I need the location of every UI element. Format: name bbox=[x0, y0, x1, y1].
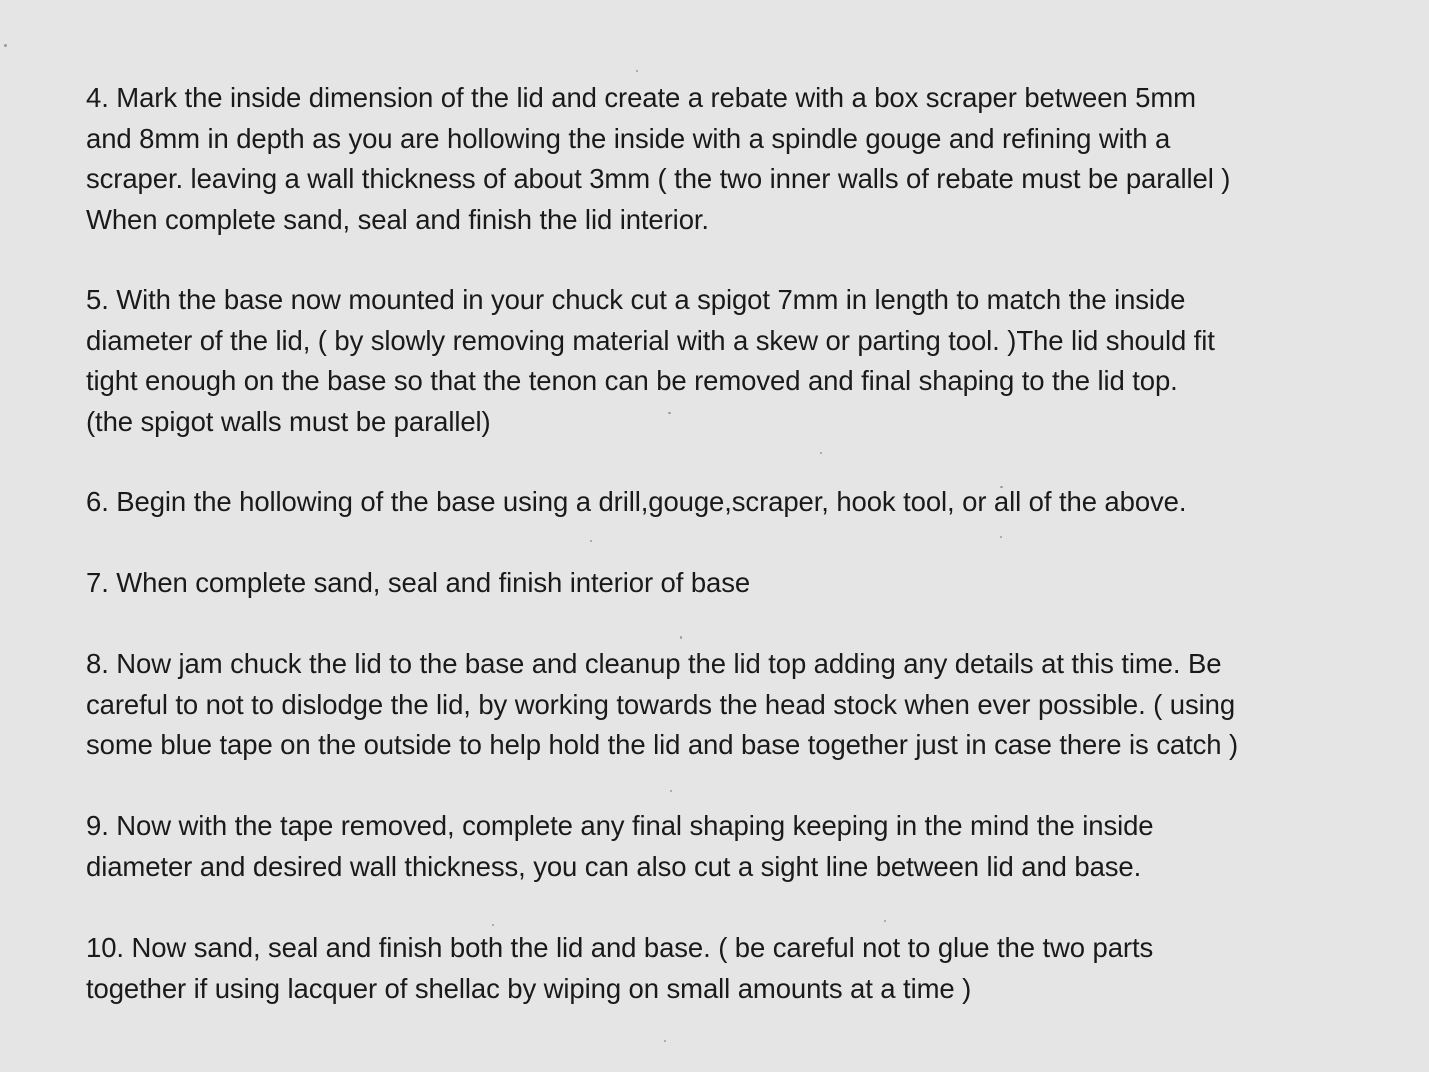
step-text-line: and 8mm in depth as you are hollowing the inside with a spindle gouge and refining with a bbox=[86, 122, 1171, 154]
step-text-line: 10. Now sand, seal and finish both the lid and base. ( be careful not to glue the two parts bbox=[86, 932, 1154, 963]
step-text-line: 6. Begin the hollowing of the base using a drill,gouge,scraper, hook tool, or all of the above. bbox=[86, 486, 1187, 517]
step-text-line: diameter of the lid, ( by slowly removing material with a skew or parting tool. )The lid should fit bbox=[86, 324, 1215, 356]
scan-speck bbox=[636, 70, 638, 72]
step-text-line: some blue tape on the outside to help hold the lid and base together just in case there is catch ) bbox=[86, 729, 1239, 760]
scan-speck bbox=[884, 920, 886, 922]
step-text-line: 8. Now jam chuck the lid to the base and cleanup the lid top adding any details at this time. Be bbox=[86, 648, 1222, 679]
step-7 bbox=[86, 563, 1406, 604]
scan-speck bbox=[680, 636, 682, 639]
scan-speck bbox=[590, 540, 592, 542]
scan-speck bbox=[664, 1040, 666, 1042]
scan-speck bbox=[670, 790, 672, 792]
step-text-line: (the spigot walls must be parallel) bbox=[86, 405, 491, 437]
scan-speck bbox=[492, 924, 494, 926]
step-text-line: scraper. leaving a wall thickness of about 3mm ( the two inner walls of rebate must be parallel ) bbox=[86, 163, 1231, 194]
scan-speck bbox=[1000, 536, 1002, 538]
step-text-line: When complete sand, seal and finish the lid interior. bbox=[86, 203, 709, 235]
scan-speck bbox=[820, 452, 822, 454]
step-text-line: tight enough on the base so that the tenon can be removed and final shaping to the lid top. bbox=[86, 365, 1178, 396]
step-text-line: 7. When complete sand, seal and finish interior of base bbox=[86, 567, 751, 598]
step-text-line: diameter and desired wall thickness, you can also cut a sight line between lid and base. bbox=[86, 850, 1142, 882]
step-8 bbox=[86, 644, 1406, 766]
step-6 bbox=[86, 482, 1406, 523]
step-text-line: 5. With the base now mounted in your chuck cut a spigot 7mm in length to match the inside bbox=[86, 284, 1186, 315]
step-10 bbox=[86, 928, 1406, 1009]
step-text-line: together if using lacquer of shellac by wiping on small amounts at a time ) bbox=[86, 972, 972, 1004]
step-text-line: 9. Now with the tape removed, complete any final shaping keeping in the mind the inside bbox=[86, 810, 1154, 841]
step-5 bbox=[86, 280, 1406, 442]
step-4 bbox=[86, 78, 1406, 240]
step-9 bbox=[86, 806, 1406, 887]
step-text-line: 4. Mark the inside dimension of the lid and create a rebate with a box scraper between 5mm bbox=[86, 82, 1196, 113]
scan-speck bbox=[4, 44, 7, 47]
step-text-line: careful to not to dislodge the lid, by working towards the head stock when ever possible. ( using bbox=[86, 688, 1236, 720]
